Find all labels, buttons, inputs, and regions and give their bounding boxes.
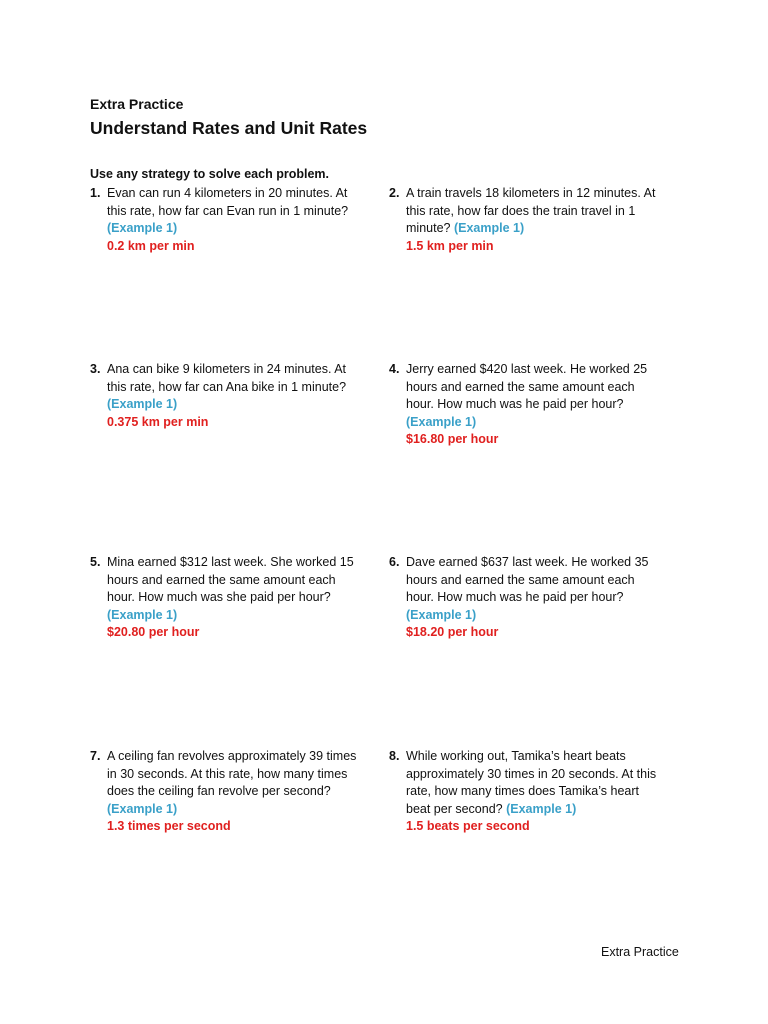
problem-1 — [90, 185, 360, 255]
problem-answer: 0.375 km per min — [107, 414, 209, 429]
example-reference: (Example 1) — [107, 801, 178, 816]
problem-6 — [389, 554, 659, 642]
problem-answer: 1.5 beats per second — [406, 819, 530, 833]
problem-number: 6. — [389, 555, 400, 569]
problem-answer: 1.3 times per second — [107, 819, 231, 833]
problem-answer: $18.20 per hour — [406, 625, 499, 639]
problem-5 — [90, 554, 360, 642]
example-reference: (Example 1) — [406, 607, 477, 622]
problem-question: Dave earned $637 last week. He worked 35 hours and earned the same amount each hour. How much was he paid per hour? — [406, 555, 649, 604]
problem-number: 1. — [90, 186, 101, 200]
problem-body — [406, 361, 659, 449]
example-reference: (Example 1) — [406, 414, 477, 429]
problem-body — [107, 361, 360, 431]
page-subtitle: Extra Practice — [90, 96, 184, 112]
problem-body — [107, 748, 360, 836]
problem-question: While working out, Tamika’s heart beats approximately 30 times in 20 seconds. At this rate, how many times does Tamika’s heart beat per second? — [406, 749, 657, 816]
problem-answer: $20.80 per hour — [107, 625, 200, 639]
example-reference: (Example 1) — [107, 221, 178, 235]
problem-question: Evan can run 4 kilometers in 20 minutes. At this rate, how far can Evan run in 1 minute? — [107, 186, 349, 218]
problem-number: 2. — [389, 186, 400, 200]
problem-2 — [389, 185, 659, 255]
problem-body — [107, 554, 360, 642]
problem-number: 8. — [389, 749, 400, 763]
example-reference: (Example 1) — [107, 607, 178, 622]
problem-number: 5. — [90, 555, 101, 569]
example-reference: (Example 1) — [506, 801, 577, 816]
problem-body — [406, 748, 659, 836]
instructions: Use any strategy to solve each problem. — [90, 167, 329, 181]
page-title: Understand Rates and Unit Rates — [90, 118, 368, 138]
problem-question: A ceiling fan revolves approximately 39 times in 30 seconds. At this rate, how many times does the ceiling fan revolve per second? — [107, 749, 357, 798]
problem-number: 3. — [90, 362, 101, 376]
problem-answer: 1.5 km per min — [406, 238, 494, 253]
example-reference: (Example 1) — [453, 221, 525, 235]
problem-body — [406, 554, 659, 642]
problem-8 — [389, 748, 659, 836]
problem-question: A train travels 18 kilometers in 12 minutes. At this rate, how far does the train travel in 1 minute? — [406, 186, 656, 235]
problem-3 — [90, 361, 360, 431]
problem-7 — [90, 748, 360, 836]
example-reference: (Example 1) — [107, 397, 178, 411]
problem-number: 4. — [389, 362, 400, 376]
problem-answer: $16.80 per hour — [406, 432, 499, 446]
problem-number: 7. — [90, 749, 101, 763]
problem-body — [406, 185, 659, 255]
problem-body — [107, 185, 360, 255]
problem-question: Mina earned $312 last week. She worked 15 hours and earned the same amount each hour. How much was she paid per hour? — [107, 555, 354, 604]
page-footer: Extra Practice — [601, 945, 679, 959]
problem-4 — [389, 361, 659, 449]
problem-question: Ana can bike 9 kilometers in 24 minutes. At this rate, how far can Ana bike in 1 minute? — [107, 362, 347, 394]
problem-answer: 0.2 km per min — [107, 238, 195, 253]
problem-question: Jerry earned $420 last week. He worked 25 hours and earned the same amount each hour. How much was he paid per hour? — [406, 362, 648, 411]
